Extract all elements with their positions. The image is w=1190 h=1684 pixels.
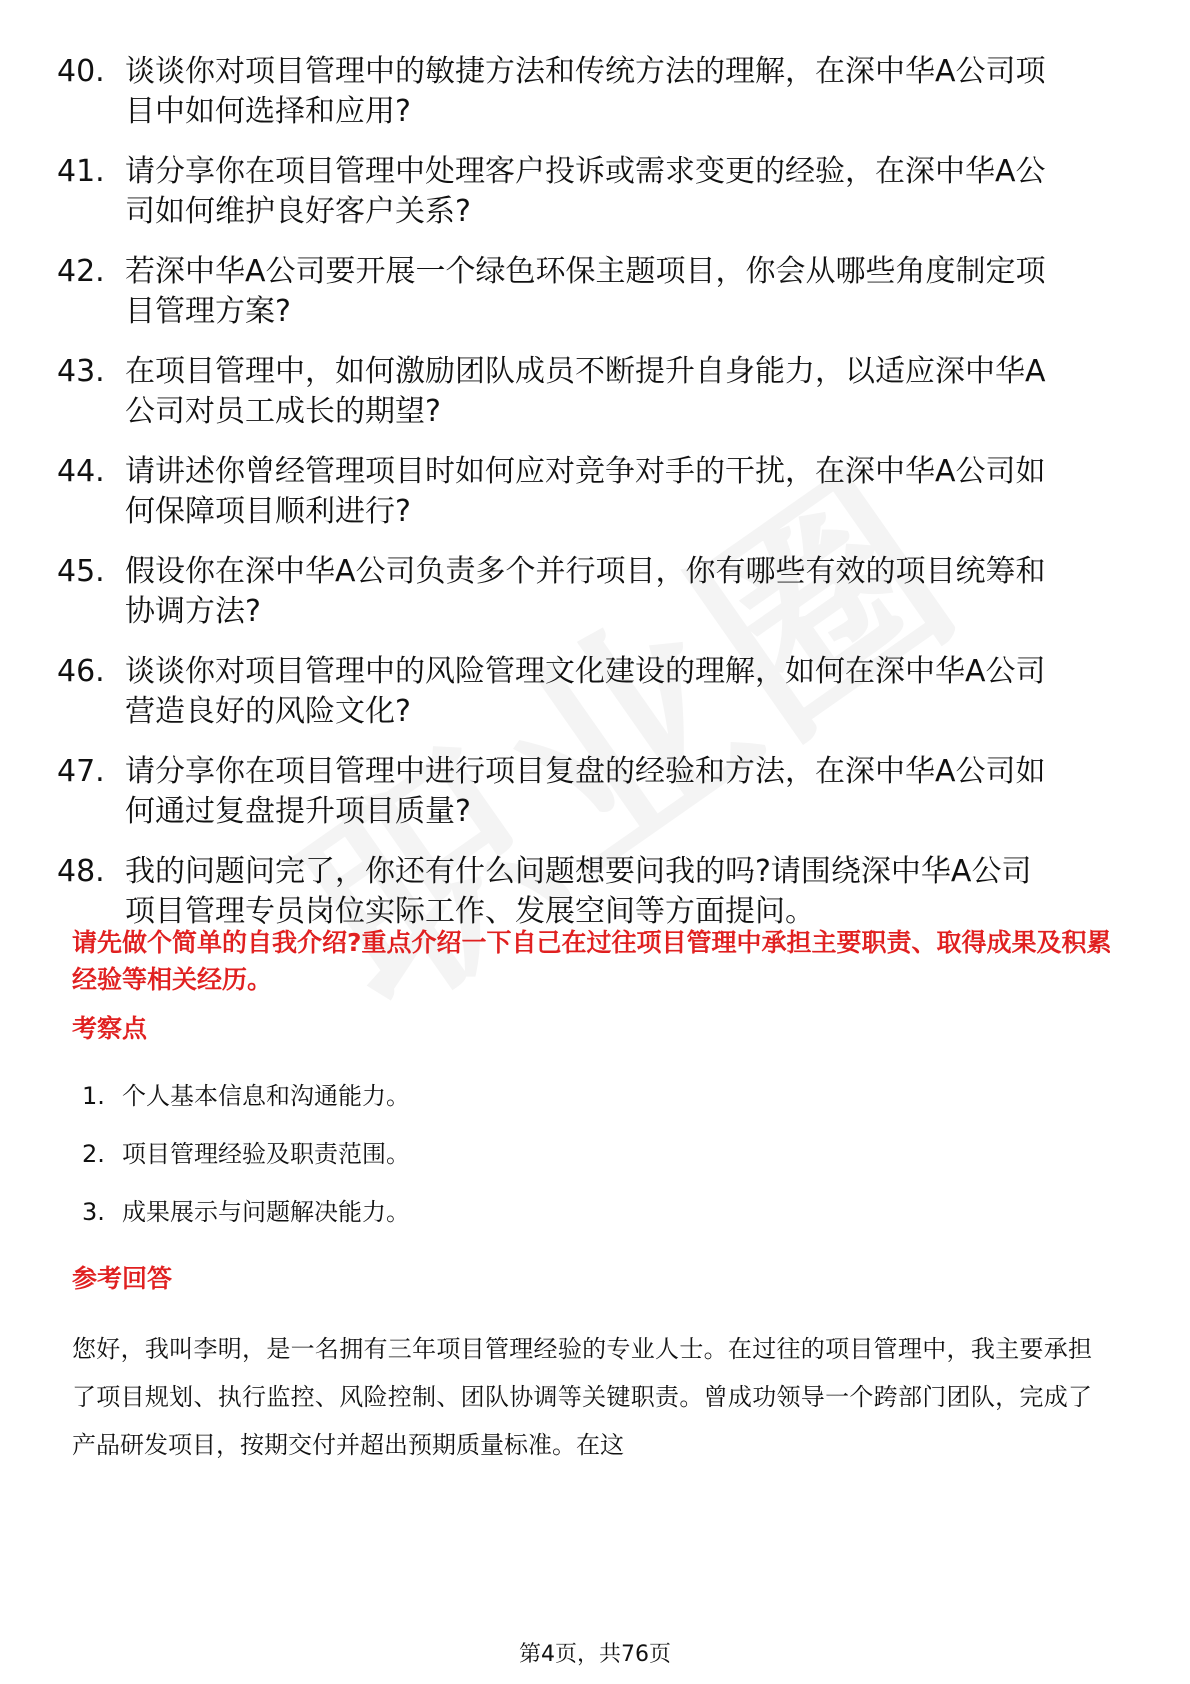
question-item xyxy=(57,252,1137,332)
focus-point-number: 2. xyxy=(82,1140,105,1168)
focus-point-text: 个人基本信息和沟通能力。 xyxy=(122,1082,410,1110)
question-text: 请分享你在项目管理中处理客户投诉或需求变更的经验，在深中华A公司如何维护良好客户关系? xyxy=(125,154,1046,229)
question-number: 48. xyxy=(57,854,105,889)
intro-question: 请先做个简单的自我介绍?重点介绍一下自己在过往项目管理中承担主要职责、取得成果及积累经验等相关经历。 xyxy=(72,928,1112,994)
focus-point xyxy=(82,1078,410,1136)
question-number: 44. xyxy=(57,454,105,489)
question-text: 若深中华A公司要开展一个绿色环保主题项目，你会从哪些角度制定项目管理方案? xyxy=(125,254,1046,329)
focus-heading: 考察点 xyxy=(72,1014,148,1043)
question-item xyxy=(57,652,1137,732)
focus-point-number: 3. xyxy=(82,1198,105,1226)
question-number: 42. xyxy=(57,254,105,289)
question-text: 在项目管理中，如何激励团队成员不断提升自身能力，以适应深中华A公司对员工成长的期望? xyxy=(125,354,1046,429)
question-text: 谈谈你对项目管理中的风险管理文化建设的理解，如何在深中华A公司营造良好的风险文化? xyxy=(125,654,1046,729)
question-text: 请分享你在项目管理中进行项目复盘的经验和方法，在深中华A公司如何通过复盘提升项目质量? xyxy=(125,754,1046,829)
question-list xyxy=(57,52,1137,952)
question-number: 40. xyxy=(57,54,105,89)
answer-heading: 参考回答 xyxy=(72,1264,173,1293)
question-item xyxy=(57,52,1137,132)
page-footer: 第4页，共76页 xyxy=(519,1642,671,1667)
focus-points-list xyxy=(82,1078,410,1252)
question-item xyxy=(57,552,1137,632)
question-number: 47. xyxy=(57,754,105,789)
question-text: 请讲述你曾经管理项目时如何应对竞争对手的干扰，在深中华A公司如何保障项目顺利进行? xyxy=(125,454,1046,529)
question-number: 41. xyxy=(57,154,105,189)
answer-text: 您好，我叫李明，是一名拥有三年项目管理经验的专业人士。在过往的项目管理中，我主要承担了项目规划、执行监控、风险控制、团队协调等关键职责。曾成功领导一个跨部门团队，完成了产品研发项目，按期交付并超出预期质量标准。在这 xyxy=(72,1335,1092,1459)
question-item xyxy=(57,452,1137,532)
focus-point-number: 1. xyxy=(82,1082,105,1110)
question-number: 46. xyxy=(57,654,105,689)
question-text: 谈谈你对项目管理中的敏捷方法和传统方法的理解，在深中华A公司项目中如何选择和应用? xyxy=(125,54,1046,129)
question-item xyxy=(57,352,1137,432)
focus-point xyxy=(82,1136,410,1194)
question-number: 45. xyxy=(57,554,105,589)
question-item xyxy=(57,752,1137,832)
question-item xyxy=(57,852,1137,932)
focus-point-text: 项目管理经验及职责范围。 xyxy=(122,1140,410,1168)
focus-point xyxy=(82,1194,410,1252)
question-item xyxy=(57,152,1137,232)
focus-point-text: 成果展示与问题解决能力。 xyxy=(122,1198,410,1226)
question-number: 43. xyxy=(57,354,105,389)
question-text: 假设你在深中华A公司负责多个并行项目，你有哪些有效的项目统筹和协调方法? xyxy=(125,554,1046,629)
question-text: 我的问题问完了，你还有什么问题想要问我的吗?请围绕深中华A公司项目管理专员岗位实际工作、发展空间等方面提问。 xyxy=(125,854,1032,929)
